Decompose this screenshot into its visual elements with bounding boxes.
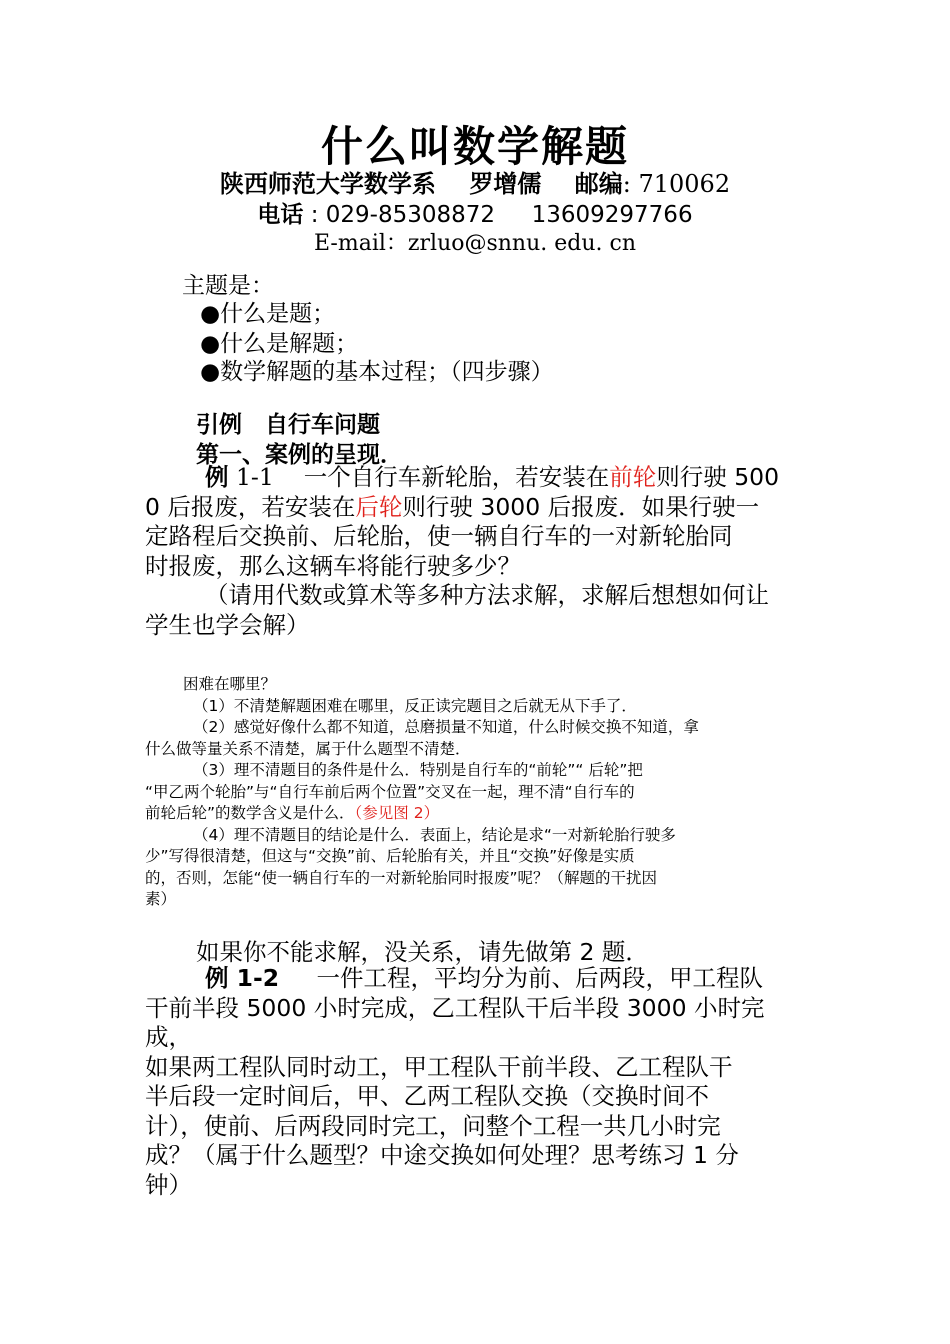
example-1-note: （请用代数或算术等多种方法求解，求解后想想如何让 bbox=[205, 581, 769, 609]
front-wheel-highlight: 前轮 bbox=[609, 463, 657, 491]
rear-wheel-highlight: 后轮 bbox=[355, 492, 403, 521]
section-heading: 第一、案例的呈现． bbox=[196, 442, 403, 468]
topic-item: ●数学解题的基本过程；（四步骤） bbox=[200, 359, 554, 385]
difficulty-point: （1）不清楚解题困难在哪里，反正读完题目之后就无从下手了． bbox=[193, 696, 637, 715]
example-1-text: 则行驶 3000 后报废．如果行驶一 bbox=[402, 492, 760, 521]
difficulty-point: “甲乙两个轮胎”与“自行车前后两个位置”交叉在一起，理不清“自行车的 bbox=[145, 782, 635, 801]
difficulty-point: （4）理不清题目的结论是什么．表面上，结论是求“一对新轮胎行驶多 bbox=[193, 825, 676, 844]
example-2-text: 一件工程，平均分为前、后两段，甲工程队 bbox=[316, 964, 763, 992]
postcode-label: 邮编 bbox=[574, 170, 623, 198]
example-1-text: 则行驶 500 bbox=[656, 463, 780, 491]
difficulty-point: （3）理不清题目的条件是什么．特别是自行车的“前轮”“ 后轮”把 bbox=[193, 761, 643, 779]
example-1 bbox=[145, 463, 810, 640]
difficulty-point: 少”写得很清楚，但这与“交换”前、后轮胎有关，并且“交换”好像是实质 bbox=[145, 847, 635, 865]
figure-reference: （参见图 2） bbox=[354, 804, 440, 822]
postcode: : 710062 bbox=[622, 170, 731, 198]
example-2-text: 钟） bbox=[145, 1170, 192, 1199]
difficulty-point: （2）感觉好像什么都不知道，总磨损量不知道，什么时候交换不知道，拿 bbox=[193, 718, 699, 736]
example-2-text: 如果两工程队同时动工，甲工程队干前半段、乙工程队干 bbox=[145, 1052, 733, 1081]
topic-item: ●什么是解题； bbox=[200, 331, 359, 357]
example-1-label: 例 bbox=[205, 463, 229, 491]
example-2 bbox=[145, 964, 810, 1200]
phone-label: 电话 bbox=[257, 202, 304, 228]
difficulty-point: 前轮后轮”的数学含义是什么． bbox=[145, 804, 355, 822]
example-2-text: 成？（属于什么题型？中途交换如何处理？思考练习 1 分 bbox=[145, 1141, 739, 1169]
phone-number-1: : 029-85308872 bbox=[303, 202, 496, 228]
difficulty-point: 素） bbox=[145, 890, 177, 908]
difficulty-point: 什么做等量关系不清楚，属于什么题型不清楚． bbox=[145, 739, 471, 758]
example-1-number: 1-1 bbox=[235, 463, 274, 491]
example-1-text: 一个自行车新轮胎，若安装在 bbox=[303, 463, 610, 491]
example-2-text: 计），使前、后两段同时完工，问整个工程一共几小时完 bbox=[145, 1111, 721, 1140]
example-1-note: 学生也学会解） bbox=[145, 610, 310, 639]
example-1-text: 时报废，那么这辆车将能行驶多少？ bbox=[145, 551, 521, 580]
difficulty-point: 的，否则，怎能“使一辆自行车的一对新轮胎同时报废”呢？（解题的干扰因 bbox=[145, 868, 658, 887]
author-department: 陕西师范大学数学系 bbox=[219, 170, 436, 198]
example-1-text: 定路程后交换前、后轮胎，使一辆自行车的一对新轮胎同 bbox=[145, 522, 733, 550]
example-2-text: 干前半段 5000 小时完成，乙工程队干后半段 3000 小时完成， bbox=[145, 993, 765, 1051]
author-line bbox=[0, 164, 950, 199]
difficulty-section bbox=[145, 674, 810, 911]
example-1-text: 0 后报废，若安装在 bbox=[145, 492, 356, 521]
page-title: 什么叫数学解题 bbox=[320, 122, 629, 171]
author-name: 罗增儒 bbox=[469, 170, 542, 198]
topics-heading: 主题是： bbox=[182, 273, 274, 299]
example-2-label: 例 1-2 bbox=[205, 964, 280, 992]
phone-line bbox=[0, 196, 950, 229]
phone-number-2: 13609297766 bbox=[531, 202, 693, 228]
intro-heading: 引例 自行车问题 bbox=[196, 412, 380, 438]
transition-text: 如果你不能求解，没关系，请先做第 2 题． bbox=[196, 938, 649, 966]
difficulty-heading: 困难在哪里？ bbox=[183, 675, 277, 693]
example-2-text: 半后段一定时间后，甲、乙两工程队交换（交换时间不 bbox=[145, 1082, 709, 1110]
email-line: E-mail：zrluo@snnu. edu. cn bbox=[313, 231, 637, 256]
topic-item: ●什么是题； bbox=[200, 301, 336, 327]
